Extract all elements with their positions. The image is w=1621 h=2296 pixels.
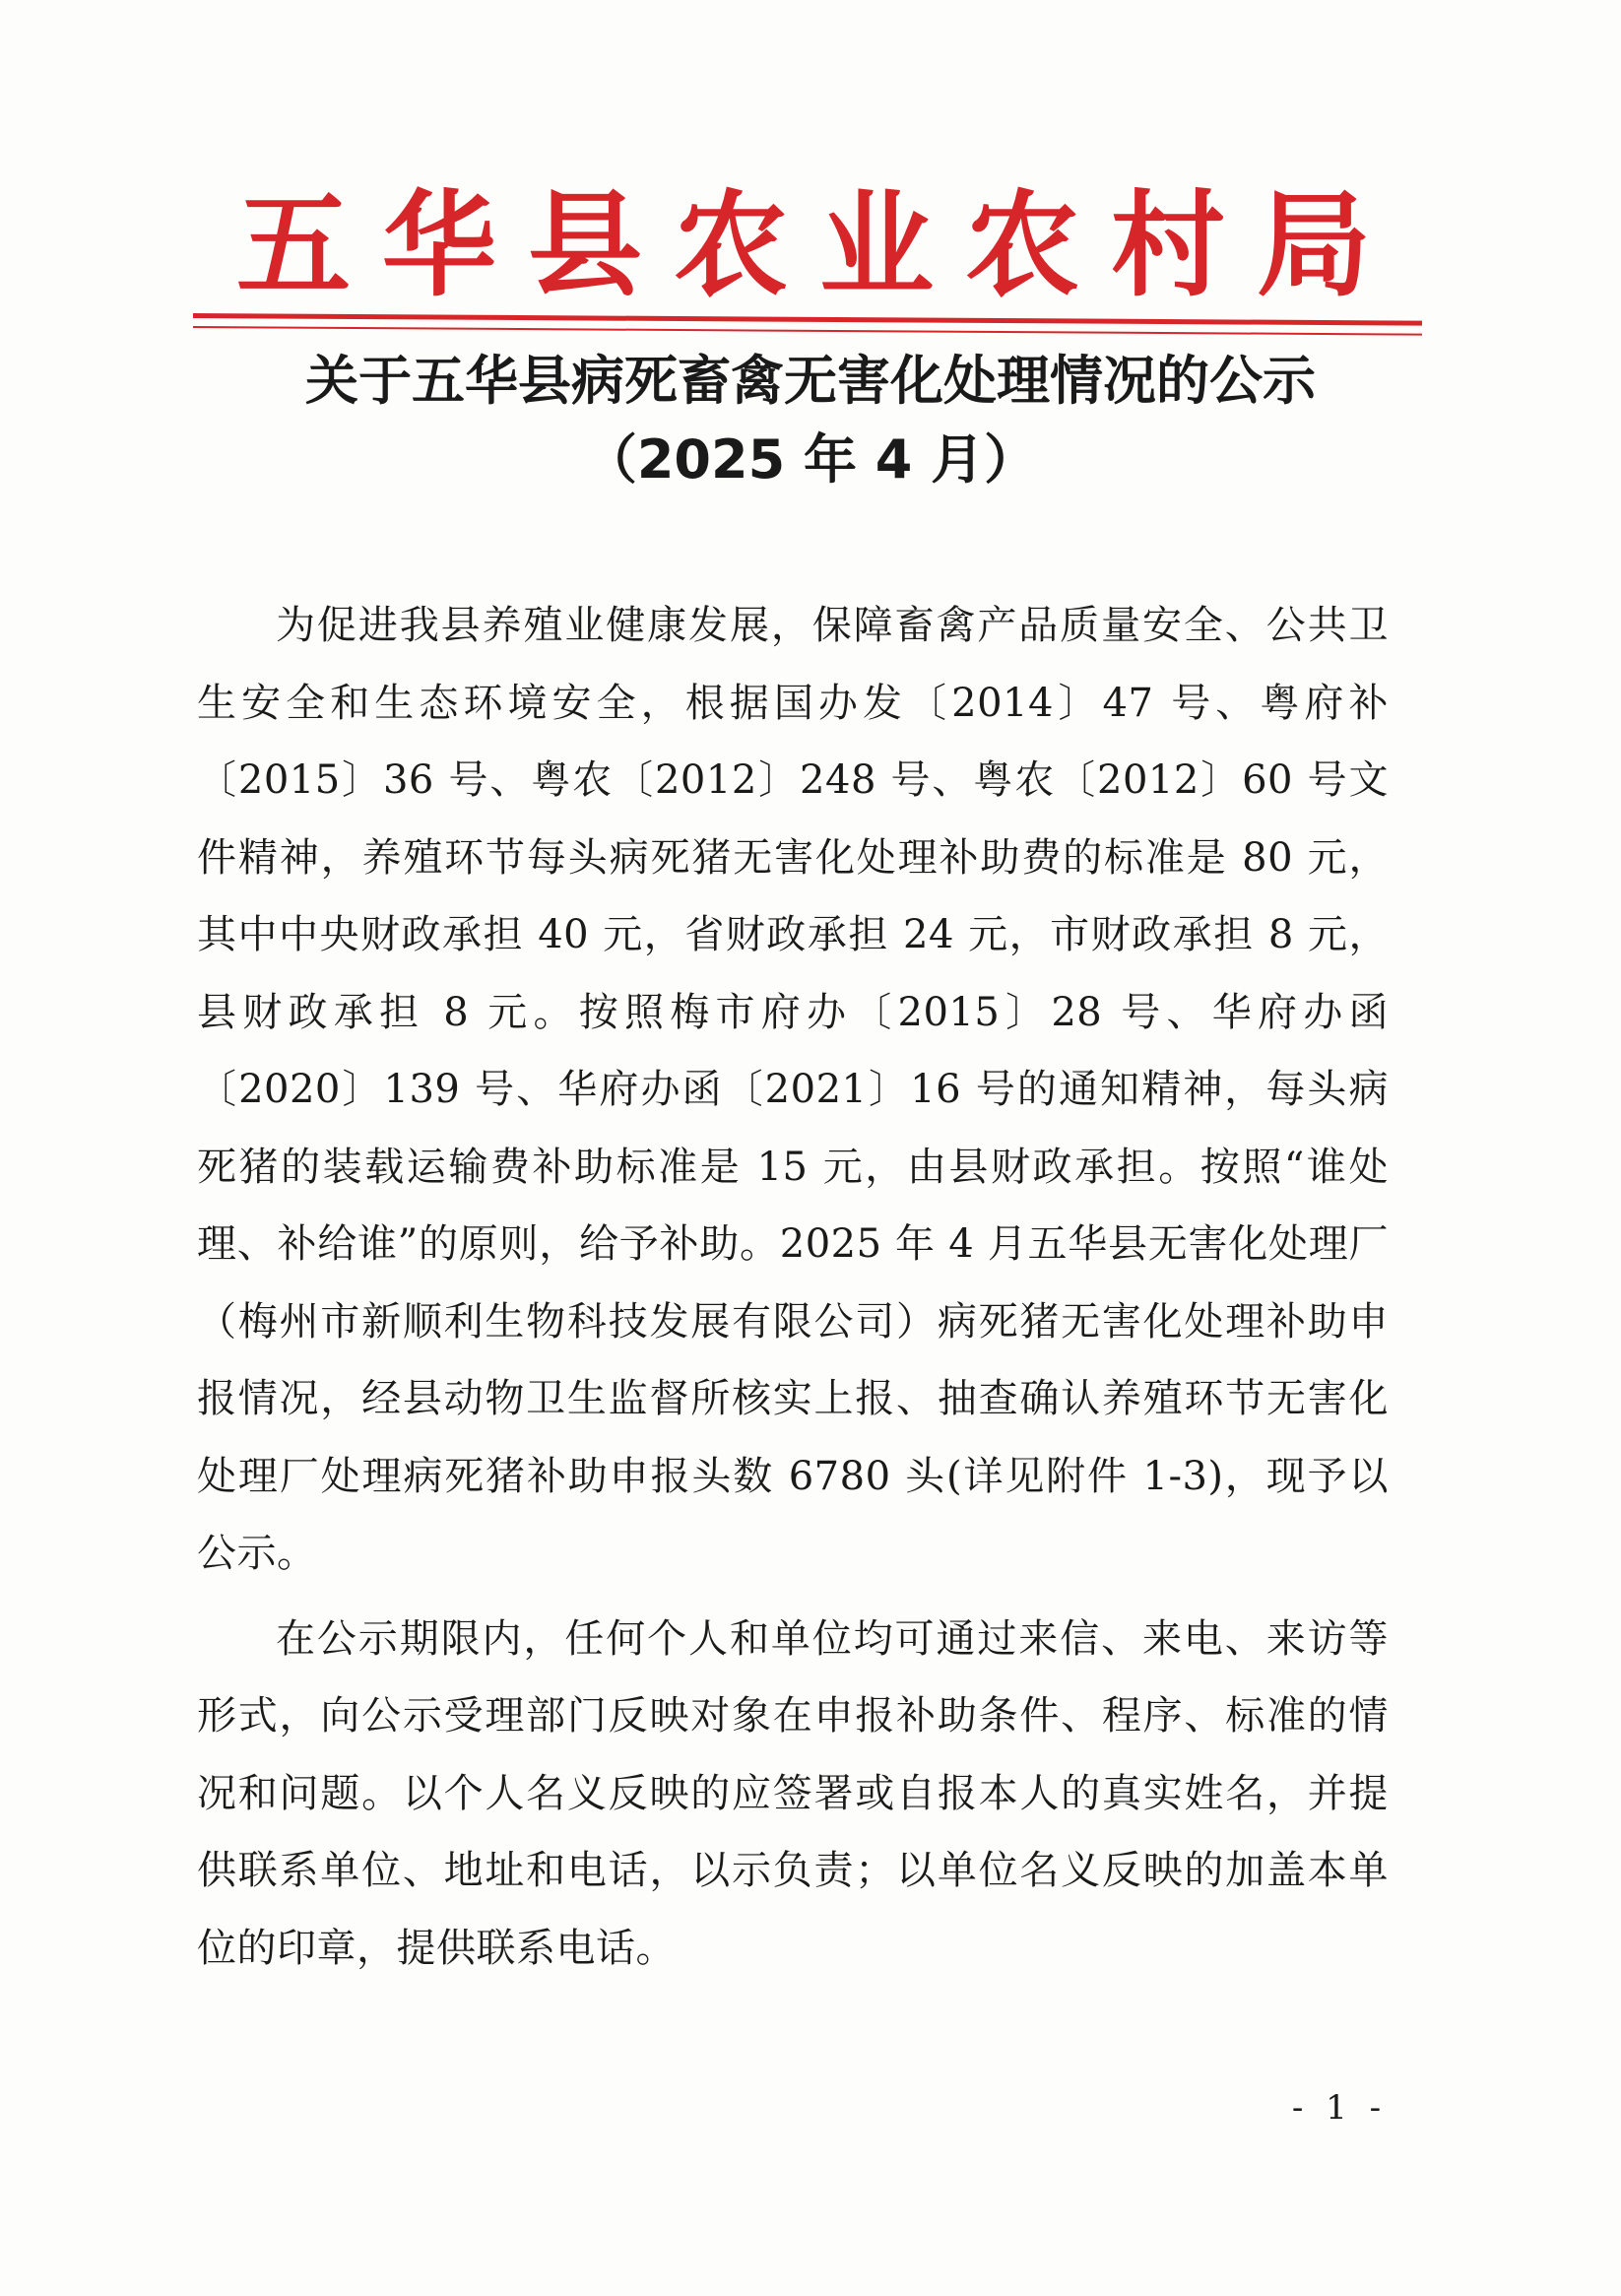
notice-body — [197, 587, 1389, 1995]
agency-letterhead-title: 五华县农业农村局 — [236, 179, 1402, 312]
body-paragraph: 为促进我县养殖业健康发展，保障畜禽产品质量安全、公共卫生安全和生态环境安全，根据国办发〔2014〕47 号、粤府补〔2015〕36 号、粤农〔2012〕248 号、粤农〔2012〕60 号文件精神，养殖环节每头病死猪无害化处理补助费的标准是 80 元，其中中央财政承担 40 元，省财政承担 24 元，市财政承担 8 元，县财政承担 8 元。按照梅市府办〔2015〕28 号、华府办函〔2020〕139 号、华府办函〔2021〕16 号的通知精神，每头病死猪的装载运输费补助标准是 15 元，由县财政承担。按照“谁处理、补给谁”的原则，给予补助。2025 年 4 月五华县无害化处理厂（梅州市新顺利生物科技发展有限公司）病死猪无害化处理补助申报情况，经县动物卫生监督所核实上报、抽查确认养殖环节无害化处理厂处理病死猪补助申报头数 6780 头(详见附件 1-3)，现予以公示。 — [197, 603, 1389, 1576]
page-number: - 1 - — [1291, 2088, 1388, 2128]
letterhead-red-rule-thin — [193, 326, 1422, 336]
notice-title: 关于五华县病死畜禽无害化处理情况的公示 — [305, 350, 1316, 412]
notice-date-subtitle: （2025 年 4 月） — [583, 428, 1038, 491]
body-paragraph: 在公示期限内，任何个人和单位均可通过来信、来电、来访等形式，向公示受理部门反映对象在申报补助条件、程序、标准的情况和问题。以个人名义反映的应签署或自报本人的真实姓名，并提供联系单位、地址和电话，以示负责；以单位名义反映的加盖本单位的印章，提供联系电话。 — [197, 1615, 1389, 1971]
